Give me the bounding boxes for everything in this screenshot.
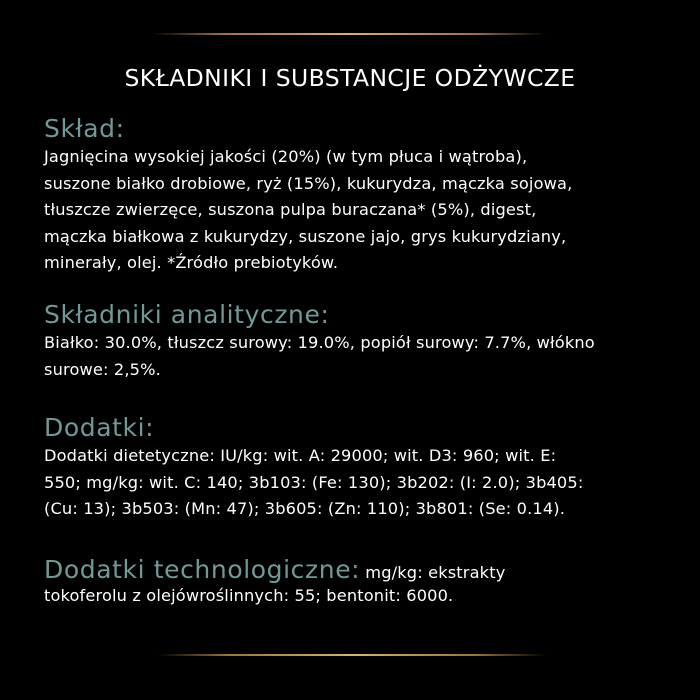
text-line: 550; mg/kg: wit. C: 140; 3b103: (Fe: 130); 3b202: (I: 2.0); 3b405: (44, 472, 584, 492)
text-line: mączka białkowa z kukurydzy, suszone jajo, grys kukurydziany, (44, 226, 567, 246)
section-skladniki-analityczne (44, 300, 664, 383)
text-line: tokoferolu z olejówroślinnych: 55; bentonit: 6000. (44, 586, 454, 605)
text-line: Jagnięcina wysokiej jakości (20%) (w tym płuca i wątroba), (44, 147, 528, 166)
section-inline-text-technologiczne: mg/kg: ekstrakty (365, 563, 506, 582)
section-text-technologiczne (44, 583, 664, 610)
section-dodatki-technologiczne (44, 555, 664, 610)
section-text-analityczne (44, 330, 664, 383)
text-line: Dodatki dietetyczne: IU/kg: wit. A: 29000; wit. D3: 960; wit. E: (44, 446, 557, 465)
section-heading-dodatki: Dodatki: (44, 413, 155, 442)
text-line: (Cu: 13); 3b503: (Mn: 47); 3b605: (Zn: 110); 3b801: (Se: 0.14). (44, 499, 566, 518)
section-text-sklad (44, 144, 664, 277)
page-title: SKŁADNIKI I SUBSTANCJE ODŻYWCZE (124, 64, 576, 92)
section-dodatki (44, 413, 664, 523)
text-line: tłuszcze zwierzęce, suszona pulpa buraczana* (5%), digest, (44, 200, 537, 219)
section-sklad (44, 114, 664, 277)
section-heading-technologiczne: Dodatki technologiczne: (44, 555, 361, 584)
text-line: Białko: 30.0%, tłuszcz surowy: 19.0%, popiół surowy: 7.7%, włókno (44, 333, 595, 352)
bottom-gold-divider (158, 654, 546, 656)
text-line: suszone białko drobiowe, ryż (15%), kukurydza, mączka sojowa, (44, 173, 573, 193)
section-text-dodatki (44, 443, 664, 523)
text-line: surowe: 2,5%. (44, 359, 161, 379)
section-heading-sklad: Skład: (44, 114, 125, 143)
section-heading-analityczne: Składniki analityczne: (44, 300, 330, 329)
section-heading-row-technologiczne (44, 555, 664, 585)
top-gold-divider (152, 33, 546, 35)
text-line: minerały, olej. *Źródło prebiotyków. (44, 253, 339, 272)
